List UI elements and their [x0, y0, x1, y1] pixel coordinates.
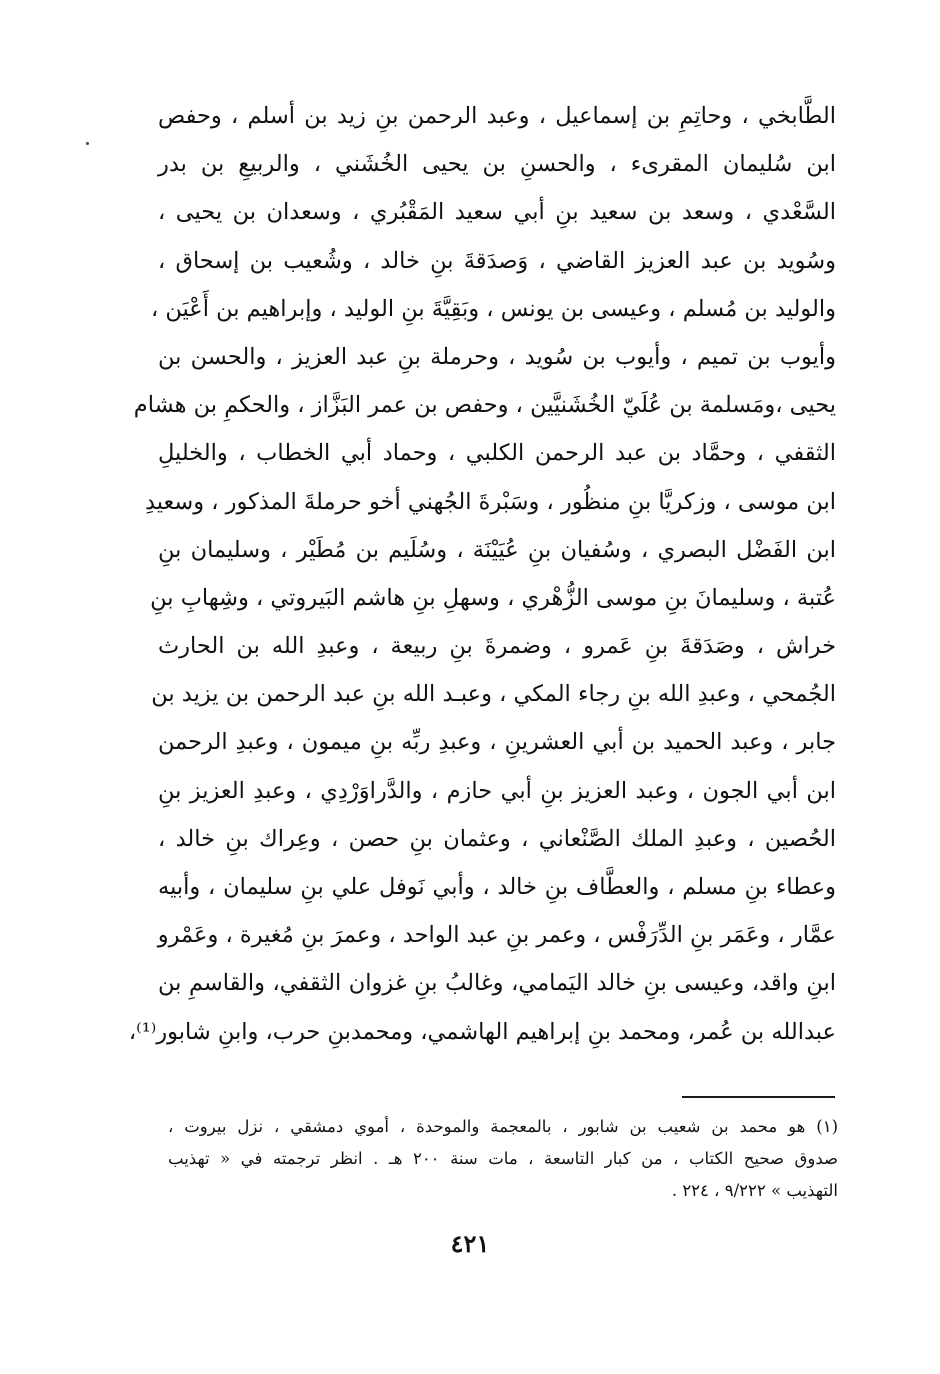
footnote-separator: [682, 1096, 835, 1098]
footnote-line: صدوق صحيح الكتاب ، من كبار التاسعة ، مات سنة ٢٠٠ هـ . انظر ترجمته في « تهذيب: [168, 1149, 838, 1168]
paper-speck: [86, 142, 89, 145]
text-line: والوليد بن مُسلم ، وعيسى بن يونس ، وبَقِيَّةَ بنِ الوليد ، وإبراهيم بن أَعْيَن ،: [150, 295, 836, 322]
text-line: الحُصين ، وعبدِ الملك الصَّنْعاني ، وعثمان بنِ حصن ، وعِراك بنِ خالد ،: [158, 825, 836, 852]
text-line: عبدالله بن عُمر، ومحمد بنِ إبراهيم الهاشمي، ومحمدبنِ حرب، وابنِ شابور⁽¹⁾،: [128, 1018, 836, 1045]
text-line: عُتبة ، وسليمانَ بنِ موسى الزُّهْري ، وسهلِ بنِ هاشم البَيروتي ، وشِهابِ بنِ: [150, 584, 836, 611]
text-line: ابن الفَضْل البصري ، وسُفيان بنِ عُيَيْنَة ، وسُلَيم بن مُطَيْر ، وسليمان بنِ: [158, 536, 836, 563]
main-text-block: [128, 92, 836, 1056]
text-line: السَّعْدي ، وسعد بن سعيد بنِ أبي سعيد المَقْبُري ، وسعدان بن يحيى ،: [158, 199, 836, 226]
footnote-line: (١) هو محمد بن شعيب بن شابور ، بالمعجمة والموحدة ، أموي دمشقي ، نزل بيروت ،: [168, 1117, 838, 1136]
text-line: ابنِ واقد، وعيسى بنِ خالد اليَمامي، وغالبُ بنِ غزوان الثقفي، والقاسمِ بن: [158, 970, 836, 997]
text-line: وعطاء بنِ مسلم ، والعطَّاف بنِ خالد ، وأبي نَوفل علي بنِ سليمان ، وأبيه: [158, 874, 836, 900]
text-line: ابن موسى ، وزكريَّا بنِ منظُور ، وسَبْرةَ الجُهني أخو حرملةَ المذكور ، وسعيدِ: [144, 488, 836, 515]
text-line: وأيوب بن تميم ، وأيوب بن سُويد ، وحرملة بنِ عبد العزيز ، والحسن بن: [158, 343, 836, 370]
text-line: الجُمحي ، وعبدِ الله بنِ رجاء المكي ، وعبـد الله بنِ عبد الرحمن بن يزيد بن: [151, 681, 836, 708]
text-line: خراش ، وصَدَقةَ بنِ عَمرو ، وضمرةَ بنِ ربيعة ، وعبدِ الله بن الحارث: [158, 633, 836, 660]
text-line: جابر ، وعبد الحميد بن أبي العشرينِ ، وعبدِ ربِّه بنِ ميمون ، وعبدِ الرحمن: [158, 729, 836, 756]
text-line: ابن سُليمان المقرىء ، والحسنِ بن يحيى الخُشَني ، والربيعِ بن بدر: [158, 151, 836, 178]
footnotes-block: [168, 1111, 838, 1207]
text-line: يحيى ،ومَسلمة بن عُلَيّ الخُشَنيَّين ، وحفص بن عمر البَزَّاز ، والحكمِ بن هشام: [133, 392, 836, 419]
text-line: الثقفي ، وحمَّاد بن عبد الرحمن الكلبي ، وحماد أبي الخطاب ، والخليلِ: [158, 440, 836, 467]
text-line: الطَّابخي ، وحاتِمِ بن إسماعيل ، وعبد الرحمن بنِ زيد بن أسلم ، وحفص: [158, 103, 836, 129]
text-line: عمَّار ، وعَمَر بنِ الدِّرَفْس ، وعمر بنِ عبد الواحد ، وعمرَ بنِ مُغيرة ، وعَمْرو: [157, 922, 836, 949]
footnote-line: التهذيب » ٩/٢٢٢ ، ٢٢٤ .: [671, 1181, 838, 1200]
text-line: وسُويد بن عبد العزيز القاضي ، وَصدَقةَ بنِ خالد ، وشُعيب بن إسحاق ،: [158, 247, 836, 274]
page-number: ٤٢١: [450, 1229, 490, 1258]
text-line: ابن أبي الجون ، وعبد العزيز بنِ أبي حازم ، والدَّراوَرْدِي ، وعبدِ العزيز بنِ: [158, 777, 836, 804]
